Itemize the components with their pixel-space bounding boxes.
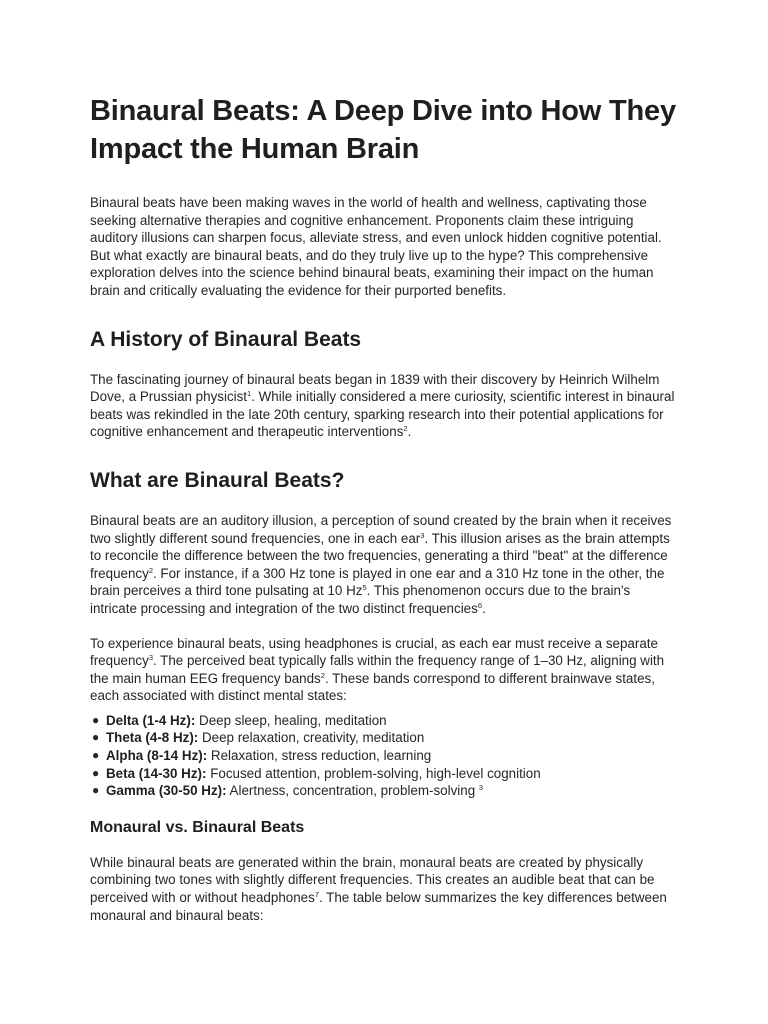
intro-paragraph: Binaural beats have been making waves in the world of health and wellness, captivating those seeking alternative therapies and cognitive enhancement. Proponents claim these intriguing auditory illusions can sharpen focus, alleviate stress, and even unlock hidden cognitive potential. But what exactly are binaural beats, and do they truly live up to the hype? This comprehensive exploration delves into the science behind binaural beats, examining their impact on the human brain and critically evaluating the evidence for their purported benefits. (90, 195, 662, 298)
footnote-ref[interactable]: 3 (478, 783, 484, 793)
what-paragraph-1: Binaural beats are an auditory illusion, a perception of sound created by the brain when it receives two slightly different sound frequencies, one in each ear$^3$. This illusion arises as the brain attempts to reconcile the difference between the two frequencies, generating a third "beat" at the difference frequency$^2$. For instance, if a 300 Hz tone is played in one ear and a 310 Hz tone in the other, the brain perceives a third tone pulsating at 10 Hz$^5$. This phenomenon occurs due to the brain's intricate processing and integration of the two distinct frequencies$^6$. (90, 512, 672, 616)
monaural-paragraph: While binaural beats are generated within the brain, monaural beats are created by physically combining two tones with slightly different frequencies. This creates an audible beat that can be perceived with or without headphones$^7$. The table below summarizes the key differences between monaural and binaural beats: (90, 854, 667, 923)
bullet-icon: ● (92, 748, 100, 763)
footnote-ref[interactable]: 1 (247, 389, 252, 399)
history-paragraph: The fascinating journey of binaural beats began in 1839 with their discovery by Heinrich Wilhelm Dove, a Prussian physicist$^1$. While initially considered a mere curiosity, scientific interest in binaural beats was rekindled in the late 20th century, sparking research into their potential applications for cognitive enhancement and therapeutic interventions$^2$. (90, 371, 675, 440)
history-heading: A History of Binaural Beats (90, 327, 362, 351)
footnote-ref[interactable]: 5 (362, 583, 367, 593)
list-item: ● Beta (14-30 Hz): Focused attention, problem-solving, high-level cognition (92, 765, 541, 781)
bullet-icon: ● (92, 783, 100, 798)
article-title: Binaural Beats: A Deep Dive into How They Impact the Human Brain (90, 95, 676, 165)
list-item: ● Gamma (30-50 Hz): Alertness, concentration, problem-solving $^3$ (92, 783, 484, 799)
bullet-icon: ● (92, 765, 100, 780)
footnote-ref[interactable]: 3 (148, 653, 153, 663)
brainwave-list (90, 712, 678, 800)
footnote-ref[interactable]: 2 (403, 424, 408, 434)
list-item: ● Alpha (8-14 Hz): Relaxation, stress reduction, learning (92, 748, 432, 764)
list-item: ● Delta (1-4 Hz): Deep sleep, healing, meditation (92, 712, 387, 728)
bullet-icon: ● (92, 712, 100, 727)
bullet-icon: ● (92, 730, 100, 745)
what-heading: What are Binaural Beats? (90, 468, 345, 492)
footnote-ref[interactable]: 2 (320, 670, 325, 680)
monaural-heading: Monaural vs. Binaural Beats (90, 818, 305, 836)
list-item: ● Theta (4-8 Hz): Deep relaxation, creativity, meditation (92, 730, 425, 746)
footnote-ref[interactable]: 6 (477, 600, 482, 610)
what-paragraph-2: To experience binaural beats, using headphones is crucial, as each ear must receive a separate frequency$^3$. The perceived beat typically falls within the frequency range of 1–30 Hz, aligning with the main human EEG frequency bands$^2$. These bands correspond to different brainwave states, each associated with distinct mental states: (90, 635, 665, 704)
footnote-ref[interactable]: 3 (420, 530, 425, 540)
footnote-ref[interactable]: 7 (314, 890, 319, 900)
footnote-ref[interactable]: 2 (148, 565, 153, 575)
